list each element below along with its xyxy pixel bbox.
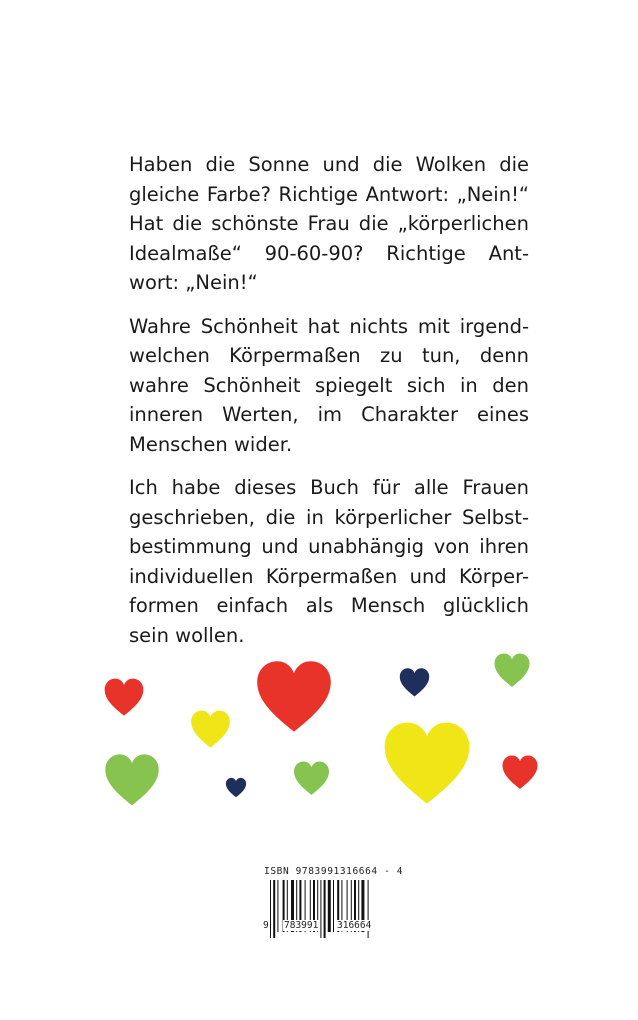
isbn-barcode: [262, 866, 404, 942]
blurb-line: Menschen wider.: [129, 432, 293, 456]
navy-heart-icon: [224, 777, 248, 799]
blurb-line: bestimmung und unabhängig von ihren: [129, 535, 529, 558]
blurb-line: formen einfach als Mensch glücklich: [129, 594, 529, 617]
blurb-line: sein wollen.: [129, 623, 245, 647]
isbn-label: ISBN 9783991316664 - 4: [264, 866, 404, 877]
back-cover-blurb: [129, 150, 529, 664]
blurb-line: Ich habe dieses Buch für alle Frauen: [129, 476, 529, 499]
blurb-line: wort: „Nein!“: [129, 271, 258, 294]
yellow-heart-icon: [381, 717, 473, 813]
blurb-line: Idealmaße“ 90-60-90? Richtige Ant-: [129, 241, 529, 265]
blurb-line: gleiche Farbe? Richtige Antwort: „Nein!“: [129, 182, 529, 206]
barcode-digit-group-2: 316664: [337, 920, 372, 931]
blurb-line: Wahre Schönheit hat nichts mit irgend-: [129, 314, 529, 338]
red-heart-icon: [501, 752, 539, 794]
barcode-digit-group-1: 783991: [284, 920, 319, 931]
blurb-paragraph-3: [129, 473, 529, 650]
blurb-line: inneren Werten, im Charakter eines: [129, 403, 529, 426]
blurb-line: Hat die schönste Frau die „körperlichen: [129, 212, 529, 235]
blurb-line: welchen Körpermaßen zu tun, denn: [129, 344, 529, 367]
navy-heart-icon: [396, 667, 433, 699]
hearts-decoration: [0, 640, 638, 830]
barcode-digit-first: 9: [263, 920, 269, 931]
green-heart-icon: [102, 752, 162, 810]
red-heart-icon: [103, 676, 145, 720]
yellow-heart-icon: [189, 709, 232, 751]
blurb-paragraph-2: [129, 312, 529, 460]
blurb-line: wahre Schönheit spiegelt sich in den: [129, 373, 529, 397]
barcode-icon: [262, 880, 386, 942]
green-heart-icon: [290, 760, 333, 798]
blurb-line: geschrieben, die in körperlicher Selbst-: [129, 505, 529, 529]
blurb-line: Haben die Sonne und die Wolken die: [129, 153, 529, 176]
green-heart-icon: [492, 652, 532, 690]
blurb-line: individuellen Körpermaßen und Körper-: [129, 564, 529, 588]
blurb-paragraph-1: [129, 150, 529, 298]
red-heart-icon: [254, 658, 334, 738]
